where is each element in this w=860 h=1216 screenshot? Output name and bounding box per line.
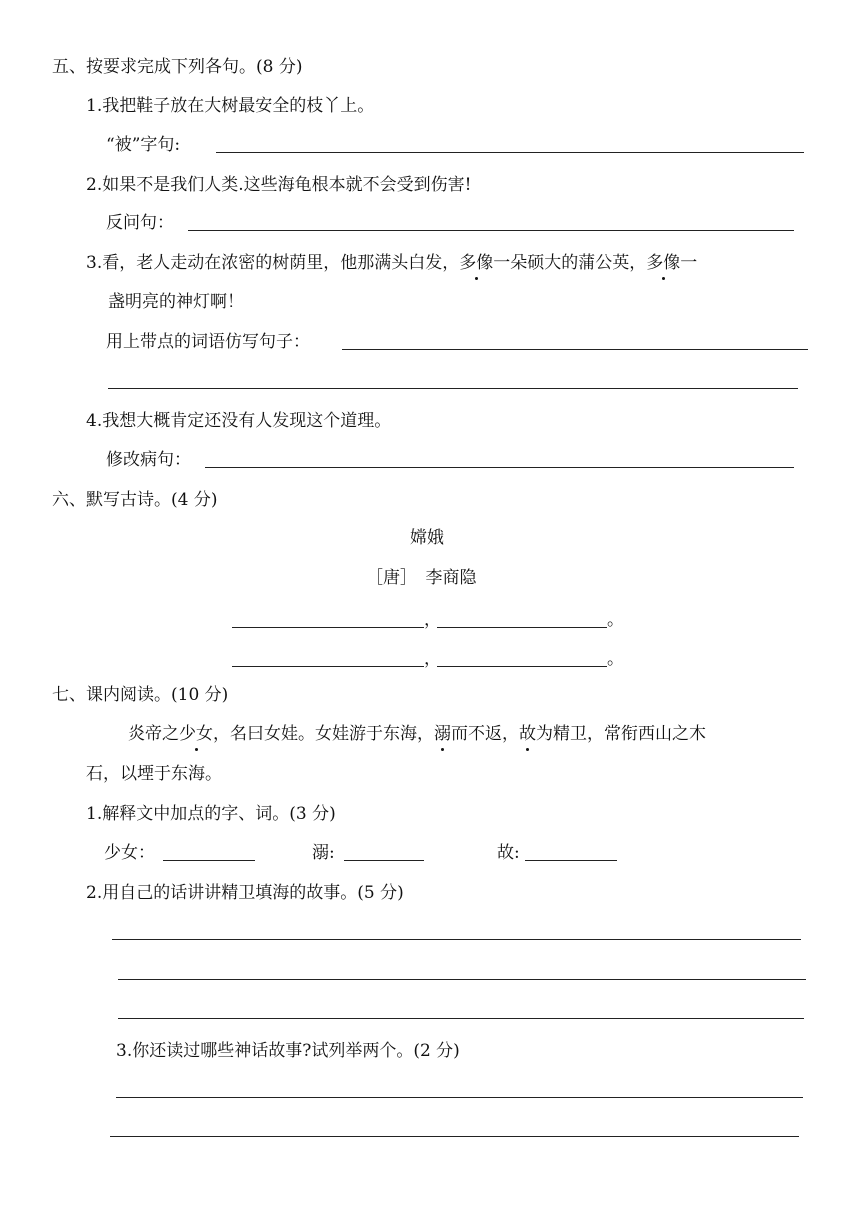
poem-line1-period: 。 bbox=[607, 610, 624, 630]
poem-line2-comma: ， bbox=[424, 649, 441, 669]
s7-q1-text: 1.解释文中加点的字、词。(3 分) bbox=[86, 804, 336, 824]
s5-q2-text: 2.如果不是我们人类.这些海龟根本就不会受到伤害! bbox=[86, 175, 472, 195]
s5-q1-answer-line[interactable] bbox=[216, 152, 804, 153]
s7-q1-label-ni: 溺: bbox=[312, 843, 335, 863]
s7-q3-text: 3.你还读过哪些神话故事?试列举两个。(2 分) bbox=[116, 1041, 460, 1061]
passage-line1 bbox=[128, 723, 706, 745]
passage-part-4: 为精卫，常衔西山之木 bbox=[536, 724, 706, 744]
s5-q3-part-c: 一 bbox=[680, 253, 698, 273]
passage-dotted-shaonu: 少女 bbox=[179, 724, 213, 744]
s5-q3-prompt: 用上带点的词语仿写句子： bbox=[106, 332, 310, 352]
s7-q1-label-shaonu: 少女： bbox=[104, 843, 155, 863]
passage-part-3: 而不返， bbox=[451, 724, 519, 744]
poem-author: ［唐］ 李商隐 bbox=[366, 568, 477, 588]
s7-q1-blank-gu[interactable] bbox=[525, 860, 617, 861]
s5-q3-text bbox=[86, 252, 697, 274]
s5-q2-answer-line[interactable] bbox=[188, 230, 794, 231]
s5-q1-prompt: “被”字句: bbox=[106, 135, 181, 155]
s5-q3-part-b: 一朵硕大的蒲公英， bbox=[493, 253, 647, 273]
poem-line1-blank-b[interactable] bbox=[437, 627, 607, 628]
s5-q3-answer-line-1[interactable] bbox=[342, 349, 808, 350]
s5-q3-dotted-word-2: 多像 bbox=[646, 253, 681, 273]
s7-q3-answer-line-1[interactable] bbox=[116, 1097, 803, 1098]
s5-q4-answer-line[interactable] bbox=[205, 467, 794, 468]
poem-line2-blank-a[interactable] bbox=[232, 666, 424, 667]
s7-q1-blank-shaonu[interactable] bbox=[163, 860, 255, 861]
s5-q3-dotted-word-1: 多像 bbox=[459, 253, 494, 273]
s5-q4-text: 4.我想大概肯定还没有人发现这个道理。 bbox=[86, 411, 392, 431]
s7-q1-blank-ni[interactable] bbox=[344, 860, 424, 861]
passage-part-1: 炎帝之 bbox=[128, 724, 179, 744]
s7-q3-answer-line-2[interactable] bbox=[110, 1136, 799, 1137]
poem-line1-comma: ， bbox=[424, 610, 441, 630]
passage-line2: 石，以堙于东海。 bbox=[86, 764, 222, 784]
section6-heading: 六、默写古诗。(4 分) bbox=[52, 490, 218, 510]
poem-line2-period: 。 bbox=[607, 649, 624, 669]
poem-line1-blank-a[interactable] bbox=[232, 627, 424, 628]
s7-q2-text: 2.用自己的话讲讲精卫填海的故事。(5 分) bbox=[86, 883, 404, 903]
s5-q2-prompt: 反问句： bbox=[106, 213, 174, 233]
passage-dotted-ni: 溺 bbox=[434, 724, 451, 744]
poem-line2-blank-b[interactable] bbox=[437, 666, 607, 667]
passage-part-2: ，名曰女娃。女娃游于东海， bbox=[213, 724, 434, 744]
s5-q4-prompt: 修改病句： bbox=[106, 450, 191, 470]
s7-q1-label-gu: 故: bbox=[497, 843, 520, 863]
s5-q1-text: 1.我把鞋子放在大树最安全的枝丫上。 bbox=[86, 96, 375, 116]
section5-heading: 五、按要求完成下列各句。(8 分) bbox=[52, 57, 303, 77]
s5-q3-part-a: 3.看，老人走动在浓密的树荫里，他那满头白发， bbox=[86, 253, 460, 273]
s7-q2-answer-line-1[interactable] bbox=[112, 939, 801, 940]
passage-dotted-gu: 故 bbox=[519, 724, 536, 744]
section7-heading: 七、课内阅读。(10 分) bbox=[52, 685, 229, 705]
s7-q2-answer-line-3[interactable] bbox=[118, 1018, 804, 1019]
s5-q3-answer-line-2[interactable] bbox=[108, 388, 798, 389]
s5-q3-line2: 盏明亮的神灯啊！ bbox=[108, 292, 244, 312]
poem-title: 嫦娥 bbox=[410, 528, 444, 548]
s7-q2-answer-line-2[interactable] bbox=[118, 979, 806, 980]
